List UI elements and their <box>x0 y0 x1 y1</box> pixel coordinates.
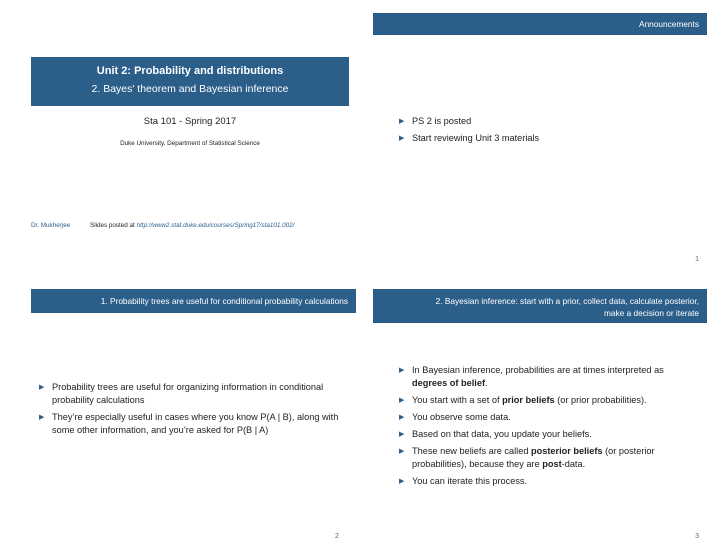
slide-probability-trees <box>22 285 356 547</box>
list-item: ▶ They’re especially useful in cases where you know P(A | B), along with some other information, and you’re asked for P(B | A) <box>39 412 339 435</box>
triangle-right-icon: ▶ <box>399 397 405 404</box>
slide-bayesian-inference <box>373 285 707 547</box>
announcement-list <box>399 115 699 145</box>
list-item: ▶ You can iterate this process. <box>399 476 528 486</box>
slide-header-line-2: make a decision or iterate <box>603 308 699 318</box>
triangle-right-icon: ▶ <box>399 135 405 142</box>
presentation-subtitle: 2. Bayes' theorem and Bayesian inference <box>91 83 289 95</box>
list-item: ▶ PS 2 is posted <box>399 116 472 126</box>
triangle-right-icon: ▶ <box>399 448 405 455</box>
slide-header <box>373 289 707 323</box>
course-name: Sta 101 - Spring 2017 <box>143 116 237 127</box>
page-number: 3 <box>695 533 699 540</box>
list-item: ▶ Based on that data, you update your beliefs. <box>399 429 592 439</box>
presentation-title: Unit 2: Probability and distributions <box>96 65 284 77</box>
slide-header-title <box>436 295 699 319</box>
triangle-right-icon: ▶ <box>399 118 405 125</box>
triangle-right-icon: ▶ <box>399 478 405 485</box>
page-number: 1 <box>695 256 699 263</box>
slide-title-page <box>22 10 340 272</box>
slide-header-line-1: 2. Bayesian inference: start with a prior, collect data, calculate posterior, <box>435 296 699 306</box>
slide-header <box>31 289 356 313</box>
triangle-right-icon: ▶ <box>39 414 45 421</box>
page-number: 2 <box>335 533 339 540</box>
list-item: ▶ You start with a set of prior beliefs (or prior probabilities). <box>399 395 647 405</box>
list-item: ▶ Start reviewing Unit 3 materials <box>399 133 540 143</box>
slides-posted <box>90 222 294 229</box>
triangle-right-icon: ▶ <box>399 414 405 421</box>
institution: Duke University, Department of Statistical Science <box>120 140 260 147</box>
bullet-list <box>39 381 339 437</box>
bullet-list <box>399 364 699 488</box>
slide-announcements <box>373 10 707 272</box>
slide-header-title: 1. Probability trees are useful for conditional probability calculations <box>100 296 348 306</box>
slide-header <box>373 13 707 35</box>
triangle-right-icon: ▶ <box>39 384 45 391</box>
list-item: ▶ Probability trees are useful for organizing information in conditional probability calculations <box>39 382 324 405</box>
list-item: ▶ You observe some data. <box>399 412 511 422</box>
triangle-right-icon: ▶ <box>399 431 405 438</box>
slides-posted-label: Slides posted at <box>90 222 135 229</box>
slides-url-link[interactable]: http://www2.stat.duke.edu/courses/Spring17/sta101.002/ <box>136 222 295 229</box>
slide-header-title: Announcements <box>639 19 699 29</box>
triangle-right-icon: ▶ <box>399 367 405 374</box>
author: Dr. Mukherjee <box>31 222 71 229</box>
list-item: ▶ These new beliefs are called posterior beliefs (or posterior probabilities), because they are post-data. <box>399 446 655 469</box>
title-banner <box>31 57 349 106</box>
list-item: ▶ In Bayesian inference, probabilities are at times interpreted as degrees of belief. <box>399 365 664 388</box>
